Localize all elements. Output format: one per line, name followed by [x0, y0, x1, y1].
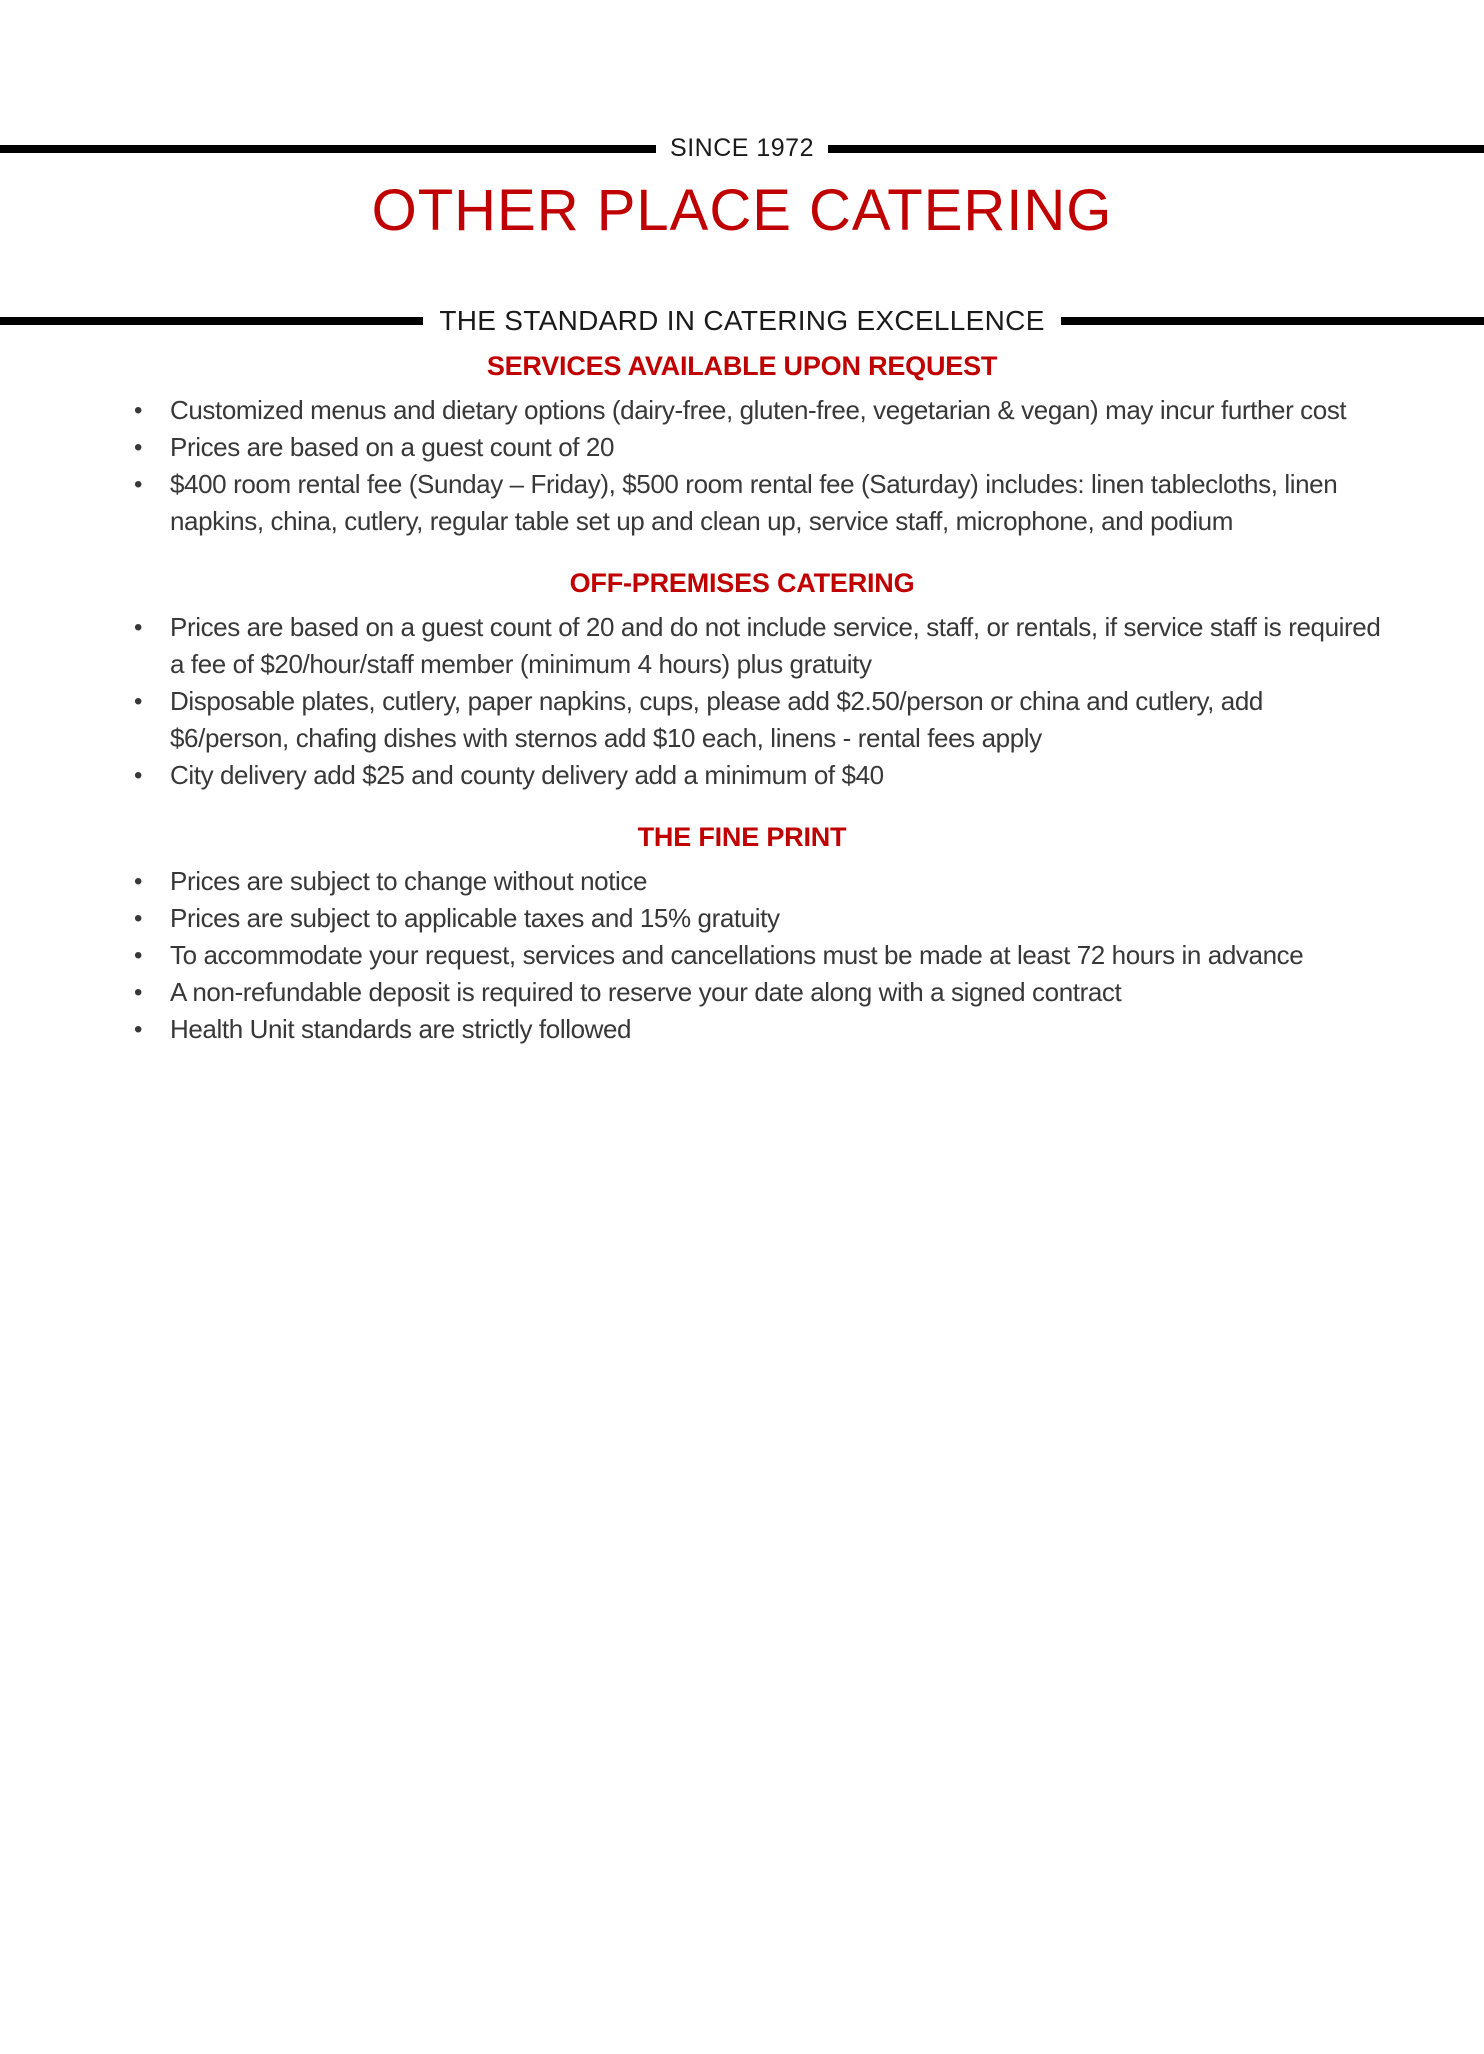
- page: [0, 134, 1484, 2054]
- subtitle-banner: [0, 305, 1484, 337]
- bullet-list: [170, 392, 1385, 540]
- bullet-item: • Prices are subject to change without notice: [170, 863, 1385, 900]
- bullet-list: [170, 609, 1385, 794]
- bullet-item: • To accommodate your request, services and cancellations must be made at least 72 hours in advance: [170, 937, 1385, 974]
- tagline-text: SINCE 1972: [670, 134, 814, 162]
- section-heading: OFF-PREMISES CATERING: [569, 567, 915, 598]
- bullet-item: • Prices are based on a guest count of 20: [170, 429, 1385, 466]
- bullet-item: • A non-refundable deposit is required to reserve your date along with a signed contract: [170, 974, 1385, 1011]
- catering-info-document: [0, 134, 1484, 1048]
- subtitle-text: THE STANDARD IN CATERING EXCELLENCE: [439, 304, 1045, 336]
- section-fine-print: [0, 822, 1484, 1048]
- section-services-available: [0, 351, 1484, 540]
- page-title: OTHER PLACE CATERING: [371, 178, 1113, 243]
- bullet-item: • Customized menus and dietary options (dairy-free, gluten-free, vegetarian & vegan) may incur further cost: [170, 392, 1385, 429]
- horizontal-rule-left: [0, 317, 423, 325]
- section-heading: SERVICES AVAILABLE UPON REQUEST: [486, 350, 998, 381]
- bullet-list: [170, 863, 1385, 1048]
- horizontal-rule-left: [0, 145, 656, 153]
- section-off-premises: [0, 568, 1484, 794]
- bullet-item: • Health Unit standards are strictly followed: [170, 1011, 1385, 1048]
- bullet-item: • Prices are based on a guest count of 20 and do not include service, staff, or rentals, if service staff is required a fee of $20/hour/staff member (minimum 4 hours) plus gratuity: [170, 609, 1385, 683]
- tagline-banner: [0, 134, 1484, 163]
- section-heading: THE FINE PRINT: [637, 821, 847, 852]
- bullet-item: • City delivery add $25 and county delivery add a minimum of $40: [170, 757, 1385, 794]
- horizontal-rule-right: [1061, 317, 1484, 325]
- bullet-item: • Disposable plates, cutlery, paper napkins, cups, please add $2.50/person or china and cutlery, add $6/person, chafing dishes with sternos add $10 each, linens - rental fees apply: [170, 683, 1385, 757]
- bullet-item: • Prices are subject to applicable taxes and 15% gratuity: [170, 900, 1385, 937]
- horizontal-rule-right: [828, 145, 1484, 153]
- bullet-item: • $400 room rental fee (Sunday – Friday), $500 room rental fee (Saturday) includes: linen tablecloths, linen napkins, china, cutlery, regular table set up and clean up, service staff, microphone, and podium: [170, 466, 1385, 540]
